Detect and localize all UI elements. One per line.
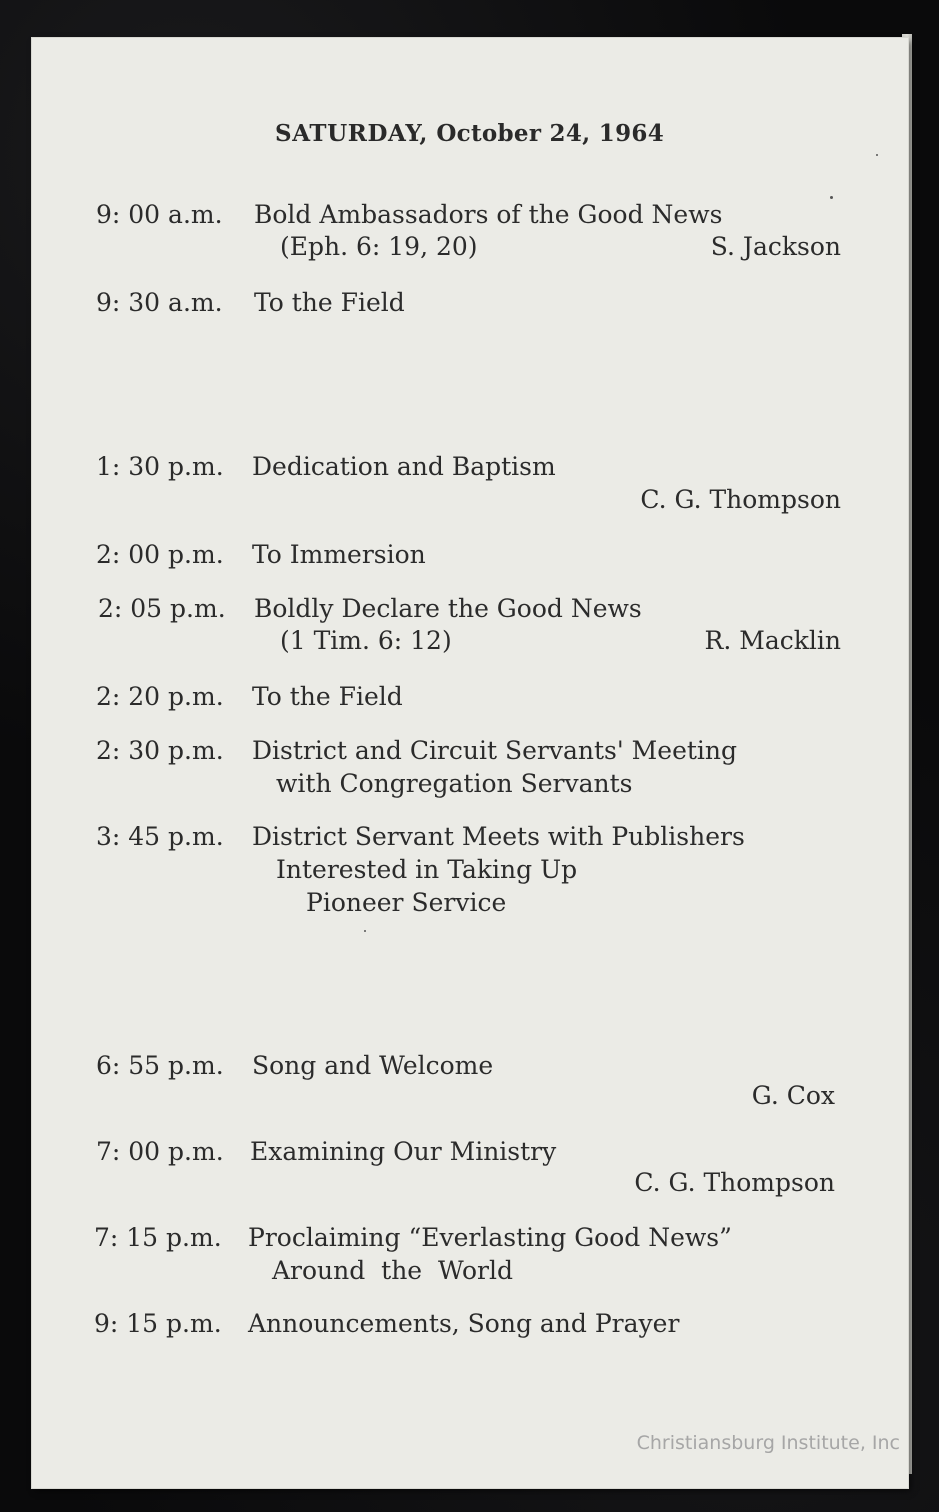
entry-scripture: (1 Tim. 6: 12) [280,626,452,655]
paper-speck [876,154,878,156]
entry-continuation: Pioneer Service [306,888,507,917]
entry-continuation: Around the World [272,1256,513,1285]
entry-speaker: C. G. Thompson [634,1168,835,1197]
entry-scripture: (Eph. 6: 19, 20) [280,232,478,261]
entry-title: Dedication and Baptism [252,452,556,481]
paper-speck [830,196,833,199]
entry-speaker: R. Macklin [704,626,841,655]
entry-time: 7: 15 p.m. [94,1223,222,1252]
watermark: Christiansburg Institute, Inc [636,1432,900,1454]
program-heading [0,120,939,147]
entry-continuation: Interested in Taking Up [276,855,578,884]
entry-time: 9: 15 p.m. [94,1309,222,1338]
entry-title: Examining Our Ministry [250,1137,557,1166]
entry-title: To the Field [254,288,405,317]
entry-title: To the Field [252,682,403,711]
entry-time: 2: 20 p.m. [96,682,224,711]
entry-time: 2: 00 p.m. [96,540,224,569]
entry-time: 6: 55 p.m. [96,1051,224,1080]
entry-continuation: with Congregation Servants [276,769,633,798]
entry-speaker: S. Jackson [710,232,841,261]
heading-date: October 24, 1964 [436,120,664,147]
entry-time: 9: 30 a.m. [96,288,223,317]
entry-time: 2: 30 p.m. [96,736,224,765]
entry-title: Boldly Declare the Good News [254,594,642,623]
entry-speaker: C. G. Thompson [640,485,841,514]
entry-speaker: G. Cox [751,1081,835,1110]
heading-day: SATURDAY, [275,120,428,147]
entry-time: 1: 30 p.m. [96,452,224,481]
entry-title: Bold Ambassadors of the Good News [254,200,723,229]
entry-title: District and Circuit Servants' Meeting [252,736,738,765]
entry-time: 2: 05 p.m. [98,594,226,623]
entry-time: 7: 00 p.m. [96,1137,224,1166]
entry-time: 9: 00 a.m. [96,200,223,229]
entry-title: District Servant Meets with Publishers [252,822,745,851]
entry-time: 3: 45 p.m. [96,822,224,851]
entry-title: Song and Welcome [252,1051,494,1080]
paper-speck [364,930,366,932]
entry-title: Announcements, Song and Prayer [248,1309,680,1338]
entry-title: Proclaiming “Everlasting Good News” [248,1223,732,1252]
entry-title: To Immersion [252,540,426,569]
